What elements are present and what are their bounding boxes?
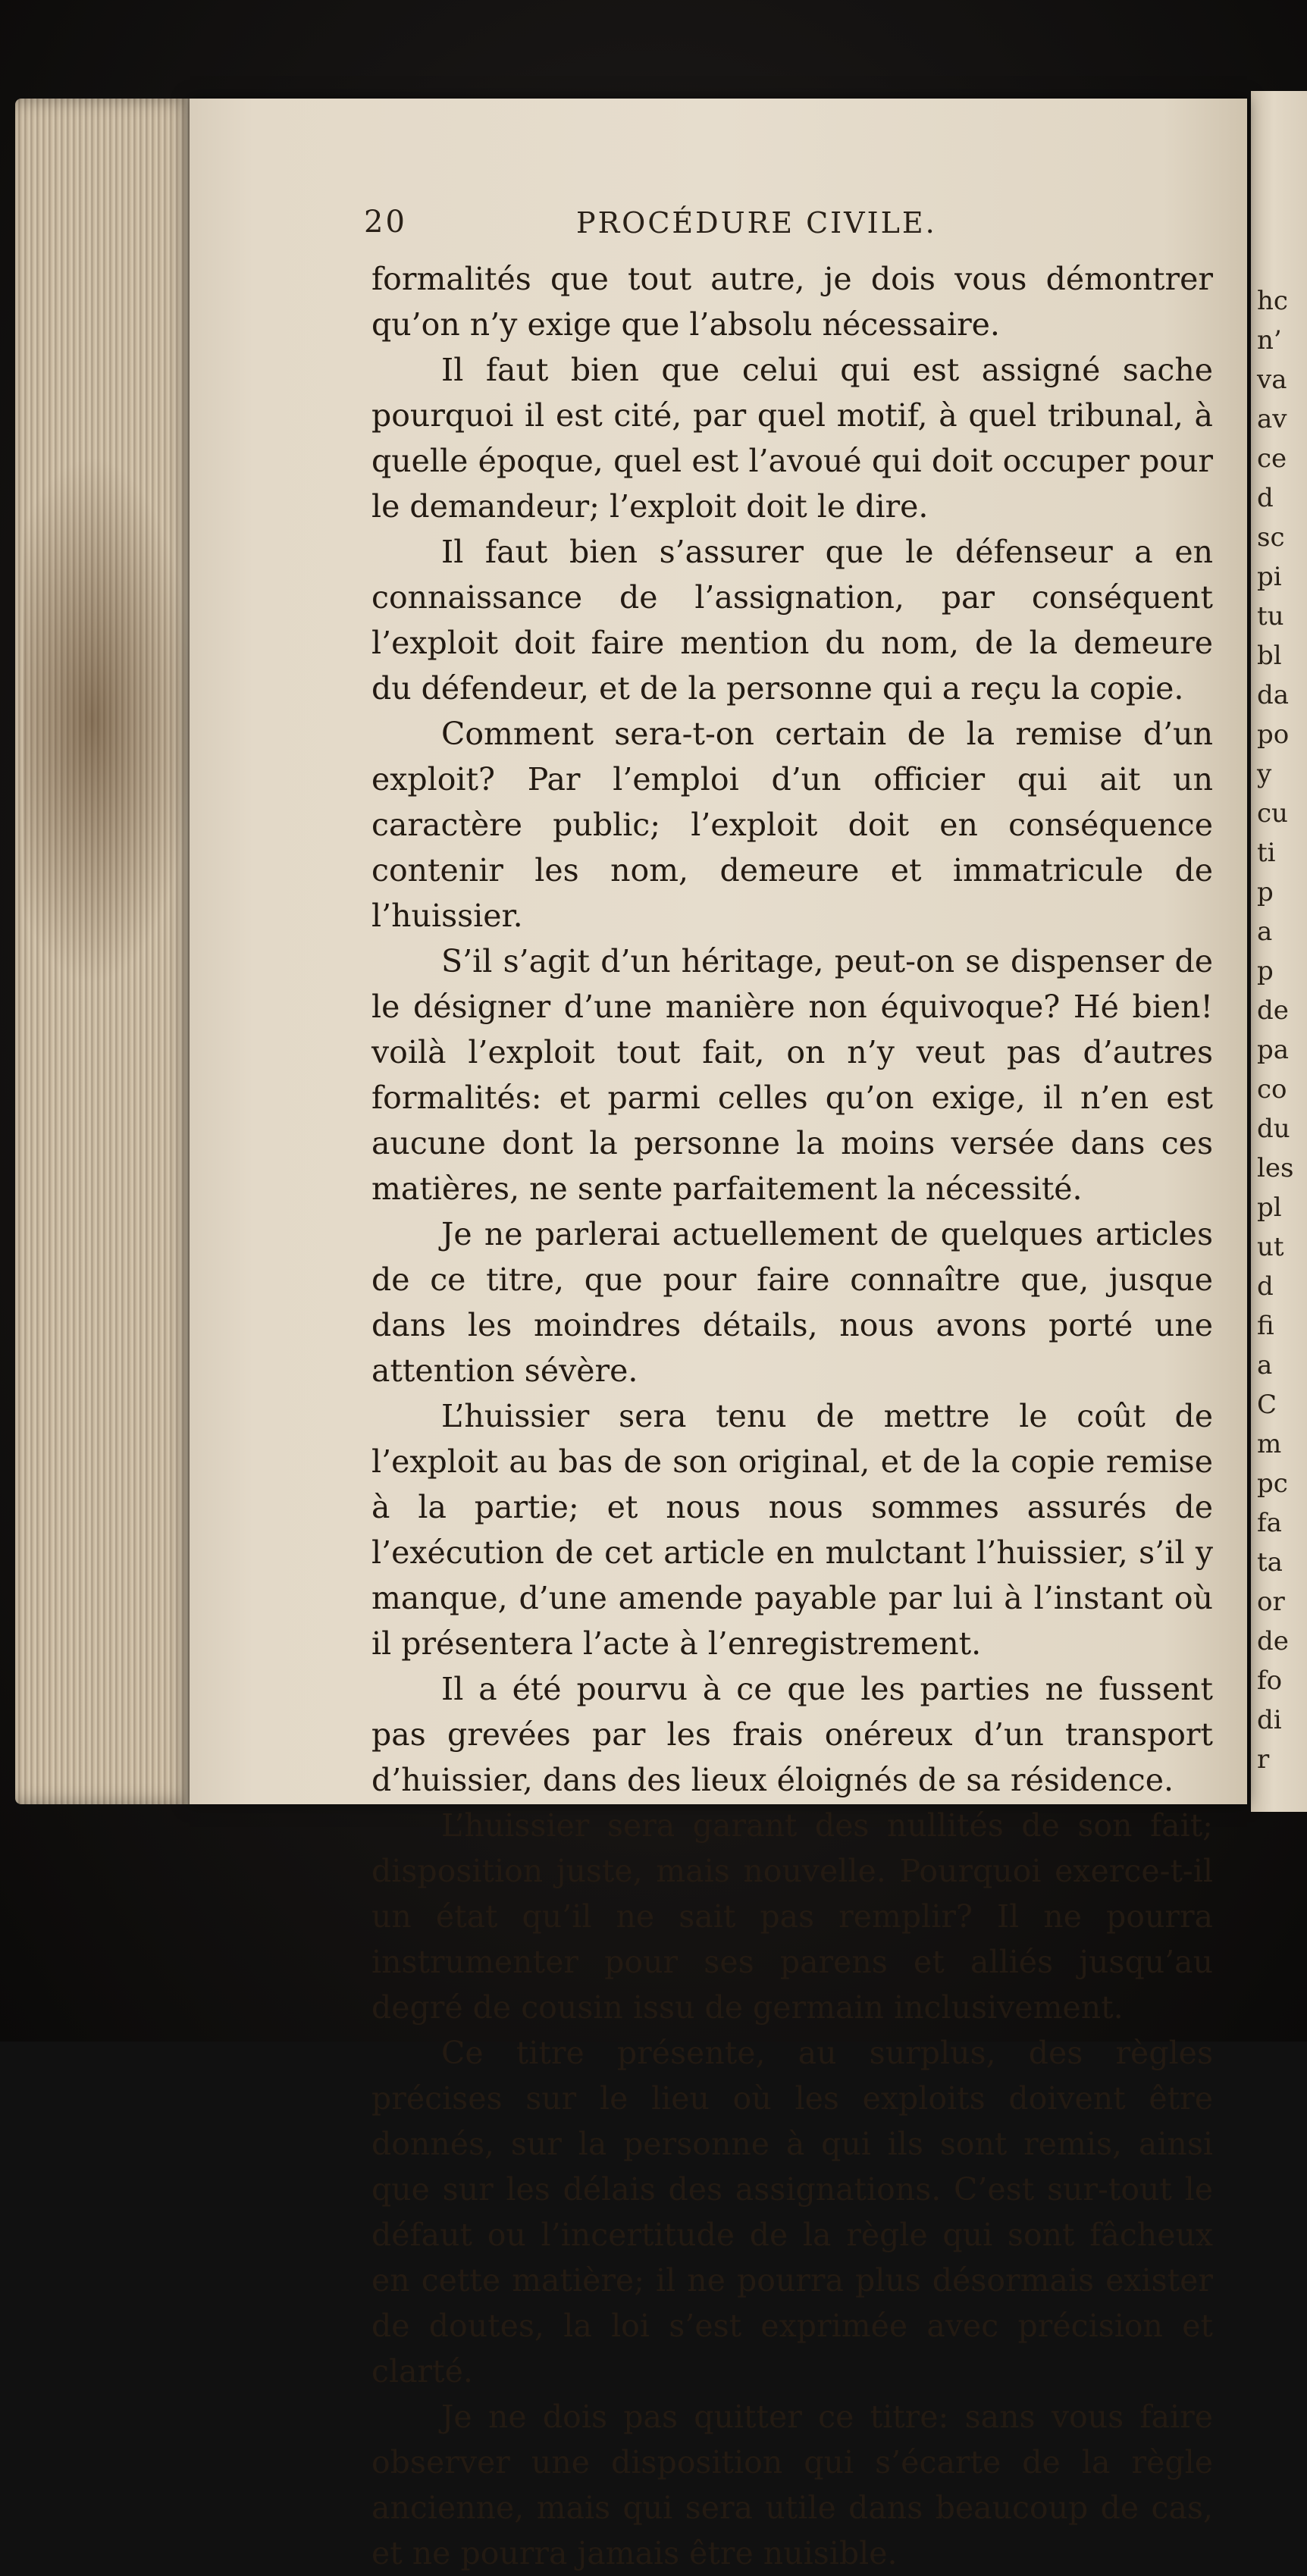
facing-page-fragment-text: di — [1257, 1705, 1282, 1735]
running-title: PROCÉDURE CIVILE. — [576, 206, 937, 240]
facing-page-fragment-text: y — [1257, 759, 1272, 789]
paragraph: Je ne dois pas quitter ce titre: sans vous faire observer une disposition qui s’écarte de la règle ancienne, mais qui sera utile dans beaucoup de cas, et ne pourra jamais être nuisible. — [371, 2399, 1213, 2571]
facing-page-fragment-text: cu — [1257, 798, 1288, 829]
facing-page-fragment-text: av — [1257, 404, 1287, 434]
facing-page-fragment-text: les — [1257, 1153, 1294, 1183]
facing-page-fragment-text: C — [1257, 1390, 1277, 1420]
facing-page-fragment-text: tu — [1257, 601, 1284, 631]
facing-page-fragment-text: pc — [1257, 1468, 1288, 1499]
facing-page-fragment-text: da — [1257, 680, 1290, 710]
paragraph: formalités que tout autre, je dois vous démontrer qu’on n’y exige que l’absolu nécessaire. — [371, 261, 1213, 343]
body-text — [371, 256, 1213, 2576]
facing-page-fragment-text: p — [1257, 877, 1274, 907]
facing-page-fragment-text: r — [1257, 1744, 1270, 1775]
paragraph: Il a été pourvu à ce que les parties ne fussent pas grevées par les frais onéreux d’un transport d’huissier, dans des lieux éloignés de sa résidence. — [371, 1671, 1213, 1798]
page-number: 20 — [364, 205, 407, 240]
facing-page-fragment-text: du — [1257, 1114, 1290, 1144]
page-header — [364, 205, 1122, 250]
facing-page-fragment-text: va — [1257, 365, 1287, 395]
paragraph: Je ne parlerai actuellement de quelques articles de ce titre, que pour faire connaître que, jusque dans les moindres détails, nous avons porté une attention sévère. — [371, 1216, 1213, 1389]
facing-page-fragment-text: pa — [1257, 1035, 1290, 1065]
facing-page-fragment-text: hc — [1257, 286, 1288, 316]
facing-page-fragment-text: a — [1257, 917, 1273, 947]
facing-page-fragment-text: pi — [1257, 562, 1282, 592]
facing-page-fragment-text: ut — [1257, 1232, 1284, 1262]
facing-page-fragment-text: po — [1257, 719, 1290, 750]
facing-page-fragment-text: co — [1257, 1074, 1287, 1105]
paragraph: Ce titre présente, au surplus, des règles précises sur le lieu où les exploits doivent être donnés, sur la personne à qui ils sont remis, ainsi que sur les délais des assignations. C’est sur-tout le défaut ou l’incertitude de la règle qui sont fâcheux en cette matière; il ne pourra plus désormais exister de doutes, la loi s’est exprimée avec précision et clarté. — [371, 2035, 1213, 2390]
facing-page-fragment-text: n’ — [1257, 325, 1282, 356]
paragraph: S’il s’agit d’un héritage, peut-on se dispenser de le désigner d’une manière non équivoque? Hé bien! voilà l’exploit tout fait, on n’y veut pas d’autres formalités: et parmi celles qu’on exige, il n’en est aucune dont la personne la moins versée dans ces matières, ne sente parfaitement la nécessité. — [371, 943, 1213, 1207]
facing-page-fragment-text: sc — [1257, 522, 1285, 553]
facing-page-fragment-text: ti — [1257, 838, 1276, 868]
facing-page-fragment-text: a — [1257, 1350, 1273, 1380]
facing-page-fragment-text: or — [1257, 1587, 1285, 1617]
facing-page-fragment-text: ce — [1257, 443, 1287, 474]
facing-page-fragment-text: fo — [1257, 1666, 1283, 1696]
paragraph: Il faut bien s’assurer que le défenseur a en connaissance de l’assignation, par conséquent l’exploit doit faire mention du nom, de la demeure du défendeur, et de la personne qui a reçu la copie. — [371, 534, 1213, 707]
facing-page-fragment-text: p — [1257, 956, 1274, 986]
facing-page-fragment-text: bl — [1257, 641, 1282, 671]
facing-page-fragment-text: de — [1257, 1626, 1289, 1656]
facing-page-fragment-text: fa — [1257, 1508, 1282, 1538]
paragraph: L’huissier sera tenu de mettre le coût de l’exploit au bas de son original, et de la copie remise à la partie; et nous nous sommes assurés de l’exécution de cet article en mulctant l’huissier, s’il y manque, d’une amende payable par lui à l’instant où il présentera l’acte à l’enregistrement. — [371, 1398, 1213, 1662]
facing-page-fragment-text: de — [1257, 995, 1289, 1026]
facing-page-fragment-text: d — [1257, 1271, 1274, 1302]
facing-page-fragment-text: fi — [1257, 1311, 1274, 1341]
facing-page-fragment-text: d — [1257, 483, 1274, 513]
paragraph: Il faut bien que celui qui est assigné sache pourquoi il est cité, par quel motif, à quel tribunal, à quelle époque, quel est l’avoué qui doit occuper pour le demandeur; l’exploit doit le dire. — [371, 352, 1213, 525]
facing-page-fragment-text: pl — [1257, 1192, 1282, 1223]
paragraph: L’huissier sera garant des nullités de son fait; disposition juste, mais nouvelle. Pourquoi exerce-t-il un état qu’il ne sait pas remplir? Il ne pourra instrumenter pour ses parens et alliés jusqu’au degré de cousin issu de germain inclusivement. — [371, 1807, 1213, 2026]
facing-page-fragment — [1251, 91, 1307, 1812]
facing-page-fragment-text: m — [1257, 1429, 1282, 1459]
facing-page-fragment-text: ta — [1257, 1547, 1283, 1578]
water-stain — [23, 455, 197, 986]
paragraph: Comment sera-t-on certain de la remise d’un exploit? Par l’emploi d’un officier qui ait un caractère public; l’exploit doit en conséquence contenir les nom, demeure et immatricule de l’huissier. — [371, 716, 1213, 934]
